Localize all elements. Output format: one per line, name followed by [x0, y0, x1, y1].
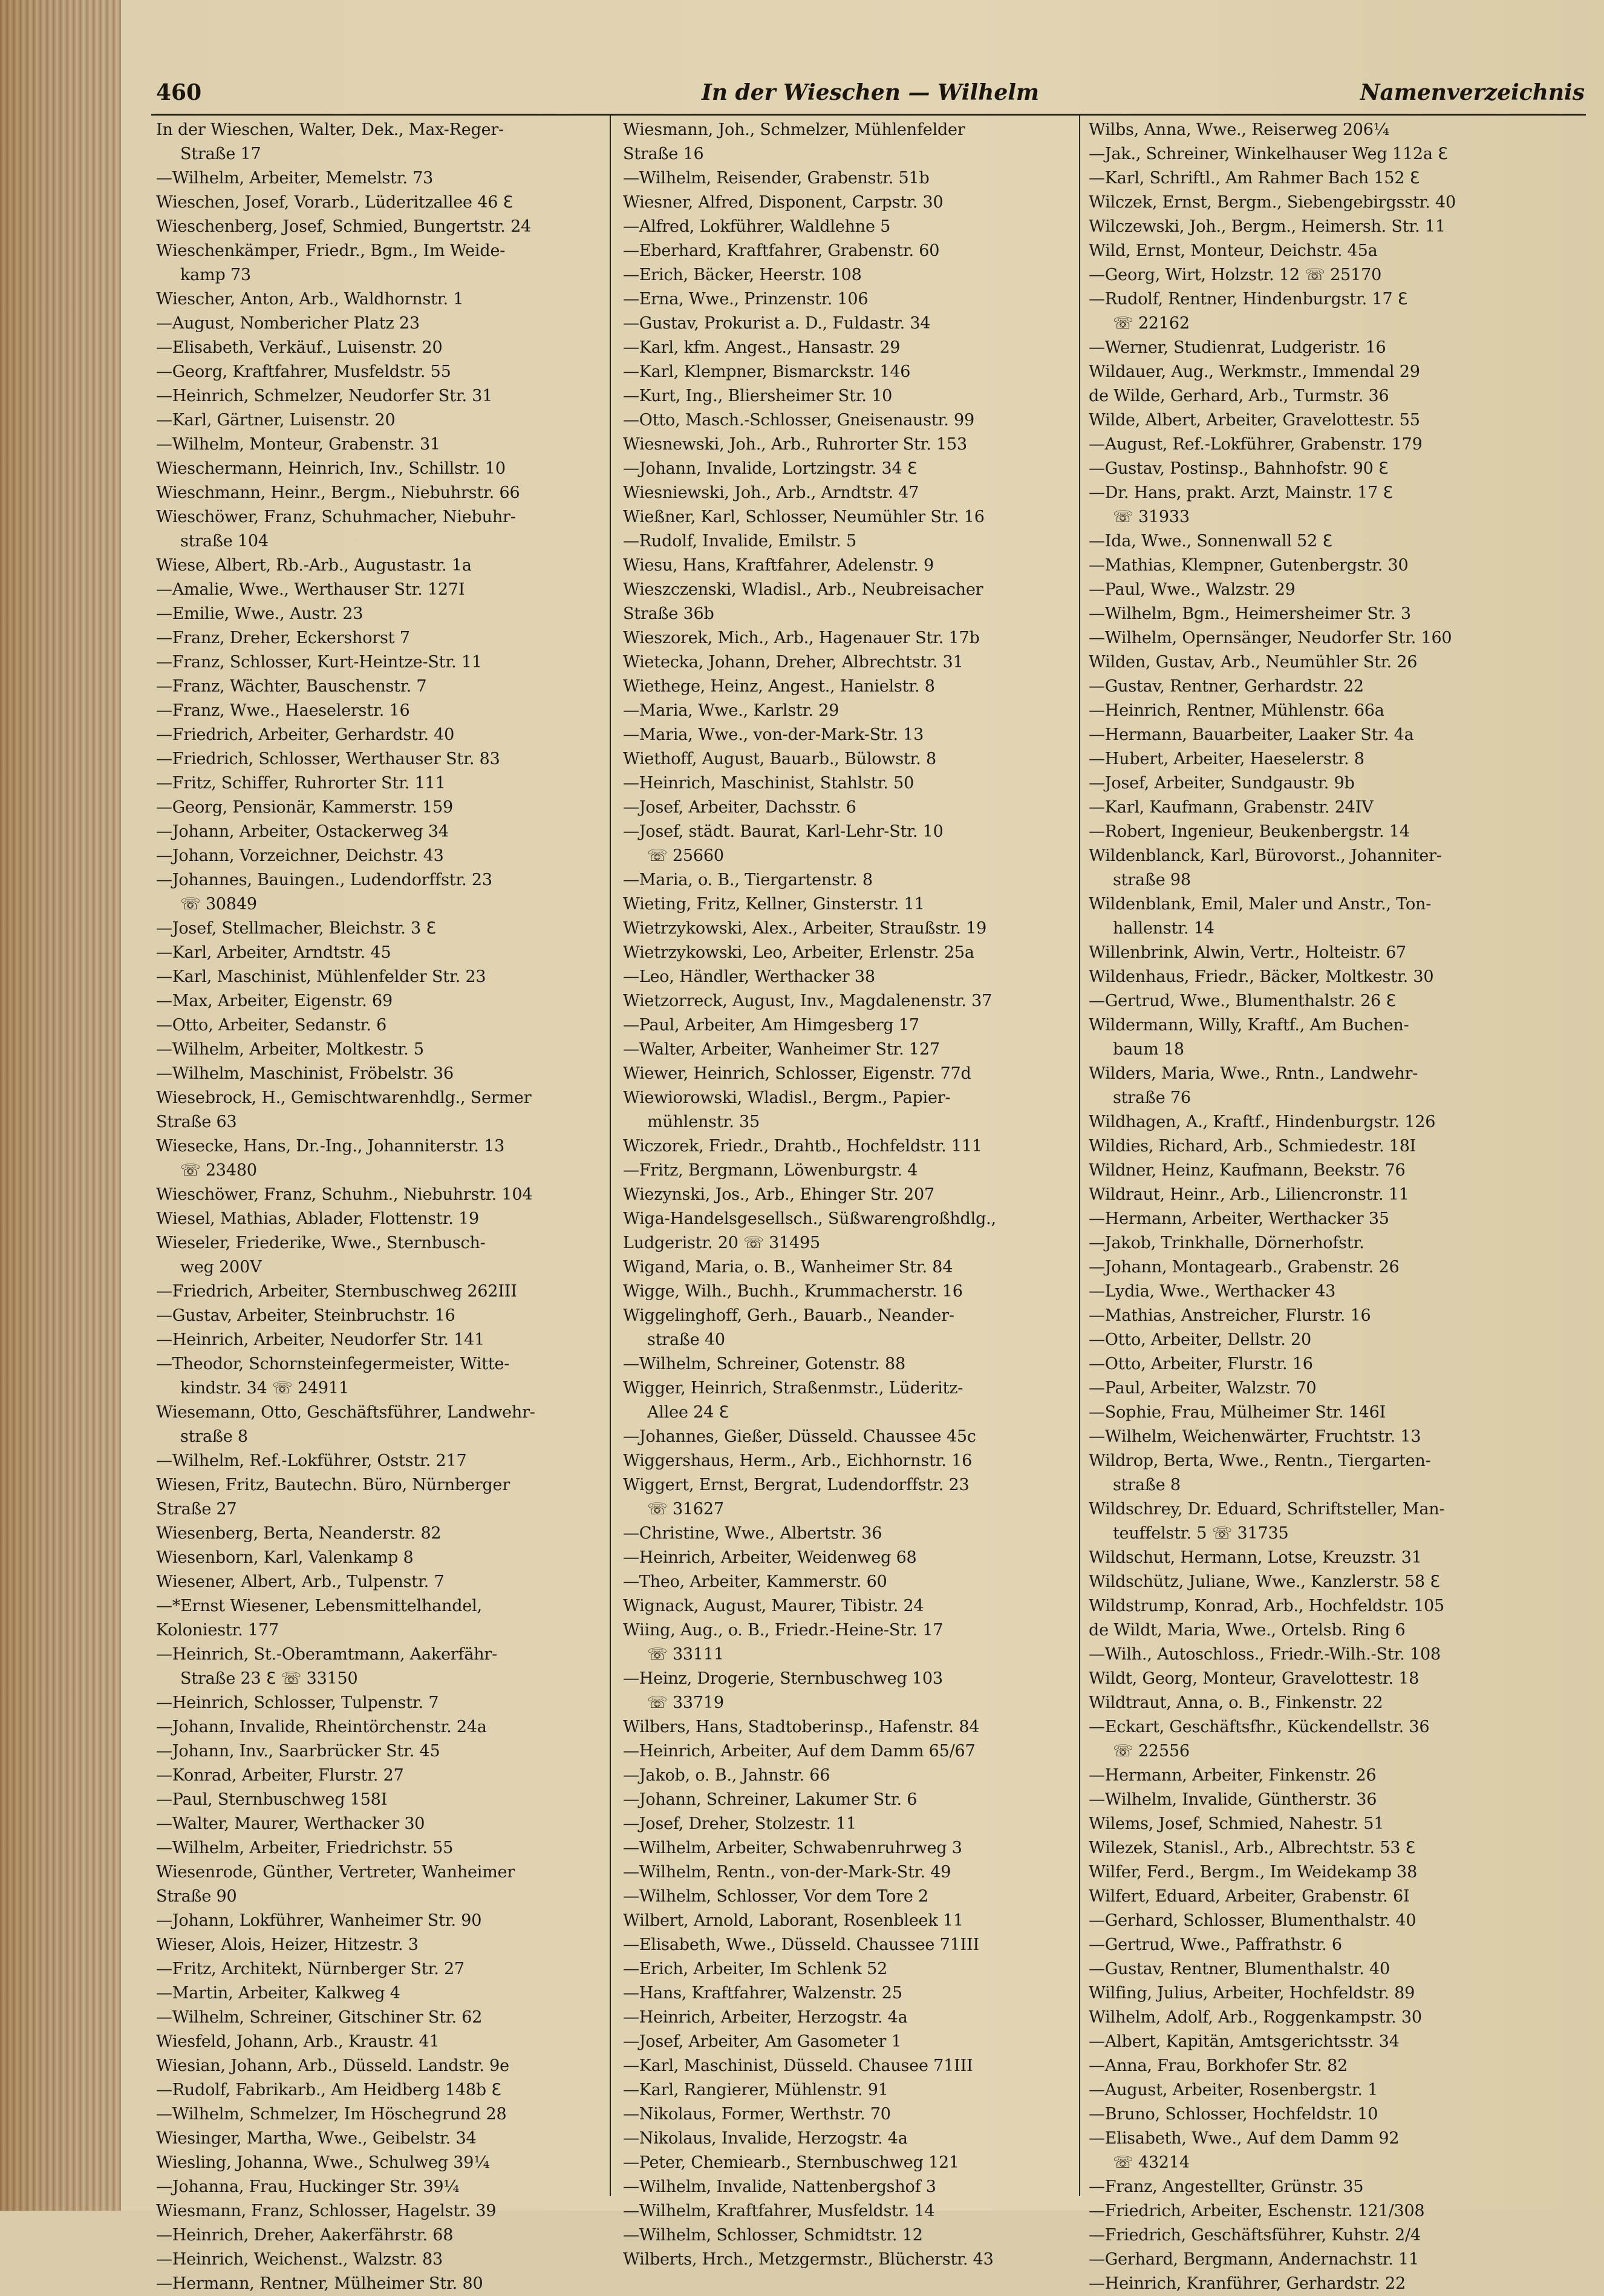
directory-entry-line: In der Wieschen, Walter, Dek., Max-Reger- [156, 120, 504, 139]
directory-entry-line: —Eberhard, Kraftfahrer, Grabenstr. 60 [623, 241, 940, 260]
directory-entry-line: —Nikolaus, Invalide, Herzogstr. 4a [623, 2129, 908, 2148]
directory-entry-line: —Johann, Invalide, Rheintörchenstr. 24a [156, 1718, 487, 1736]
directory-entry-line: —Karl, Arbeiter, Arndtstr. 45 [156, 943, 391, 962]
directory-entry-line: Wiesmann, Franz, Schlosser, Hagelstr. 39 [156, 2202, 497, 2220]
page-number: 460 [156, 80, 202, 105]
directory-entry-line: straße 76 [1113, 1088, 1191, 1107]
directory-entry-line: Wiczorek, Friedr., Drahtb., Hochfeldstr. 111 [623, 1137, 982, 1156]
directory-entry-line: —Leo, Händler, Werthacker 38 [623, 967, 875, 986]
directory-entry-line: —Maria, Wwe., von-der-Mark-Str. 13 [623, 725, 924, 744]
directory-entry-line: —Wilhelm, Reisender, Grabenstr. 51b [623, 169, 930, 188]
directory-entry-line: Wildner, Heinz, Kaufmann, Beekstr. 76 [1089, 1161, 1406, 1180]
directory-entry-line: —Wilhelm, Arbeiter, Moltkestr. 5 [156, 1040, 424, 1059]
directory-entry-line: —Josef, Stellmacher, Bleichstr. 3 ℇ [156, 919, 436, 938]
directory-entry-line: —Gustav, Arbeiter, Steinbruchstr. 16 [156, 1306, 455, 1325]
directory-entry-line: Wiesfeld, Johann, Arb., Kraustr. 41 [156, 2032, 440, 2051]
directory-entry-line: —Friedrich, Arbeiter, Sternbuschweg 262III [156, 1282, 517, 1301]
directory-entry-line: —Karl, Klempner, Bismarckstr. 146 [623, 362, 911, 381]
directory-entry-line: —Gerhard, Schlosser, Blumenthalstr. 40 [1089, 1911, 1417, 1930]
directory-entry-line: —Franz, Dreher, Eckershorst 7 [156, 629, 410, 647]
directory-entry-line: Wiesebrock, H., Gemischtwarenhdlg., Sermer [156, 1088, 532, 1107]
directory-entry-line: —Heinrich, Arbeiter, Weidenweg 68 [623, 1548, 917, 1567]
directory-entry-line: Wildschütz, Juliane, Wwe., Kanzlerstr. 58 ℇ [1089, 1572, 1440, 1591]
directory-entry-line: Wiggershaus, Herm., Arb., Eichhornstr. 16 [623, 1451, 973, 1470]
directory-entry-line: Wieszorek, Mich., Arb., Hagenauer Str. 17b [623, 629, 980, 647]
directory-entry-line: Wildrop, Berta, Wwe., Rentn., Tiergarten- [1089, 1451, 1431, 1470]
directory-entry-line: —Ida, Wwe., Sonnenwall 52 ℇ [1089, 532, 1332, 551]
directory-entry-line: —Hans, Kraftfahrer, Walzenstr. 25 [623, 1984, 902, 2003]
directory-entry-line: ☏ 33111 [647, 1645, 724, 1664]
directory-entry-line: —Heinrich, Schmelzer, Neudorfer Str. 31 [156, 387, 493, 405]
directory-entry-line: Straße 16 [623, 145, 704, 163]
directory-entry-line: Wiesinger, Martha, Wwe., Geibelstr. 34 [156, 2129, 477, 2148]
directory-entry-line: Wildraut, Heinr., Arb., Liliencronstr. 11 [1089, 1185, 1409, 1204]
column-divider [1079, 115, 1080, 2196]
directory-entry-line: —Rudolf, Fabrikarb., Am Heidberg 148b ℇ [156, 2081, 501, 2099]
directory-entry-line: Wiesecke, Hans, Dr.-Ing., Johanniterstr. 13 [156, 1137, 505, 1156]
directory-entry-line: —Heinrich, Arbeiter, Herzogstr. 4a [623, 2008, 908, 2027]
directory-entry-line: Wildstrump, Konrad, Arb., Hochfeldstr. 105 [1089, 1597, 1445, 1615]
directory-entry-line: —Robert, Ingenieur, Beukenbergstr. 14 [1089, 822, 1410, 841]
directory-entry-line: —Elisabeth, Wwe., Düsseld. Chaussee 71III [623, 1935, 979, 1954]
directory-entry-line: —Friedrich, Schlosser, Werthauser Str. 83 [156, 750, 500, 768]
directory-entry-line: —Max, Arbeiter, Eigenstr. 69 [156, 992, 393, 1010]
directory-entry-line: Koloniestr. 177 [156, 1621, 279, 1640]
directory-entry-line: —Anna, Frau, Borkhofer Str. 82 [1089, 2056, 1348, 2075]
directory-entry-line: —Wilhelm, Monteur, Grabenstr. 31 [156, 435, 440, 454]
directory-entry-line: —Fritz, Schiffer, Ruhrorter Str. 111 [156, 774, 446, 793]
directory-entry-line: —Amalie, Wwe., Werthauser Str. 127I [156, 580, 465, 599]
directory-entry-line: Wiesian, Johann, Arb., Düsseld. Landstr. 9e [156, 2056, 509, 2075]
directory-entry-line: de Wilde, Gerhard, Arb., Turmstr. 36 [1089, 387, 1389, 405]
directory-entry-line: —Gertrud, Wwe., Blumenthalstr. 26 ℇ [1089, 992, 1396, 1010]
directory-entry-line: —Georg, Pensionär, Kammerstr. 159 [156, 798, 453, 817]
directory-entry-line: —Jakob, Trinkhalle, Dörnerhofstr. [1089, 1234, 1364, 1252]
directory-entry-line: ☏ 33719 [647, 1693, 724, 1712]
directory-entry-line: Wildhagen, A., Kraftf., Hindenburgstr. 126 [1089, 1113, 1436, 1131]
directory-entry-line: —Hermann, Rentner, Mülheimer Str. 80 [156, 2274, 483, 2293]
directory-entry-line: —Maria, Wwe., Karlstr. 29 [623, 701, 839, 720]
directory-entry-line: Wieting, Fritz, Kellner, Ginsterstr. 11 [623, 895, 925, 914]
directory-entry-line: Wiesener, Albert, Arb., Tulpenstr. 7 [156, 1572, 445, 1591]
directory-entry-line: Wildies, Richard, Arb., Schmiedestr. 18I [1089, 1137, 1417, 1156]
directory-entry-line: —Bruno, Schlosser, Hochfeldstr. 10 [1089, 2105, 1378, 2124]
directory-entry-line: —Wilhelm, Rentn., von-der-Mark-Str. 49 [623, 1863, 951, 1882]
directory-entry-line: Wiggelinghoff, Gerh., Bauarb., Neander- [623, 1306, 954, 1325]
directory-entry-line: —Heinrich, St.-Oberamtmann, Aakerfähr- [156, 1645, 498, 1664]
directory-entry-line: Wieszczenski, Wladisl., Arb., Neubreisacher [623, 580, 983, 599]
directory-entry-line: —Heinrich, Rentner, Mühlenstr. 66a [1089, 701, 1384, 720]
directory-entry-line: Wilbs, Anna, Wwe., Reiserweg 206¼ [1089, 120, 1389, 139]
directory-entry-line: —Otto, Masch.-Schlosser, Gneisenaustr. 99 [623, 411, 975, 430]
directory-entry-line: Wiesemann, Otto, Geschäftsführer, Landwehr- [156, 1403, 535, 1422]
directory-entry-line: Wiesenrode, Günther, Vertreter, Wanheimer [156, 1863, 515, 1882]
directory-entry-line: —Friedrich, Arbeiter, Gerhardstr. 40 [156, 725, 455, 744]
directory-entry-line: —Gertrud, Wwe., Paffrathstr. 6 [1089, 1935, 1342, 1954]
directory-entry-line: —Rudolf, Invalide, Emilstr. 5 [623, 532, 856, 551]
directory-entry-line: —Josef, Arbeiter, Am Gasometer 1 [623, 2032, 902, 2051]
directory-entry-line: Wigger, Heinrich, Straßenmstr., Lüderitz- [623, 1379, 963, 1398]
directory-entry-line: —Alfred, Lokführer, Waldlehne 5 [623, 217, 891, 236]
directory-entry-line: —Wilhelm, Opernsänger, Neudorfer Str. 160 [1089, 629, 1452, 647]
directory-entry-line: straße 8 [1113, 1476, 1181, 1494]
directory-entry-line: Straße 17 [180, 145, 261, 163]
directory-entry-line: Wildenblank, Emil, Maler und Anstr., Ton- [1089, 895, 1432, 914]
directory-entry-line: Wiewiorowski, Wladisl., Bergm., Papier- [623, 1088, 951, 1107]
directory-entry-line: —Hermann, Arbeiter, Werthacker 35 [1089, 1209, 1389, 1228]
directory-entry-line: Wieschermann, Heinrich, Inv., Schillstr. 10 [156, 459, 506, 478]
directory-entry-line: —Elisabeth, Wwe., Auf dem Damm 92 [1089, 2129, 1400, 2148]
directory-entry-line: Wiese, Albert, Rb.-Arb., Augustastr. 1a [156, 556, 472, 575]
directory-entry-line: —Heinrich, Dreher, Aakerfährstr. 68 [156, 2226, 454, 2245]
directory-entry-line: ☏ 31933 [1113, 508, 1190, 526]
directory-entry-line: —Wilhelm, Invalide, Güntherstr. 36 [1089, 1790, 1377, 1809]
directory-entry-line: Wiesner, Alfred, Disponent, Carpstr. 30 [623, 193, 944, 212]
directory-entry-line: —Paul, Arbeiter, Am Himgesberg 17 [623, 1016, 919, 1035]
directory-entry-line: Wilczek, Ernst, Bergm., Siebengebirgsstr. 40 [1089, 193, 1456, 212]
directory-entry-line: Wildermann, Willy, Kraftf., Am Buchen- [1089, 1016, 1409, 1035]
directory-entry-line: —Maria, o. B., Tiergartenstr. 8 [623, 871, 873, 889]
directory-entry-line: —Otto, Arbeiter, Flurstr. 16 [1089, 1355, 1313, 1373]
directory-entry-line: —Wilhelm, Schreiner, Gotenstr. 88 [623, 1355, 905, 1373]
directory-entry-line: —Georg, Kraftfahrer, Musfeldstr. 55 [156, 362, 451, 381]
directory-entry-line: —Franz, Wächter, Bauschenstr. 7 [156, 677, 427, 696]
directory-entry-line: Wilhelm, Adolf, Arb., Roggenkampstr. 30 [1089, 2008, 1422, 2027]
directory-entry-line: Wiesenborn, Karl, Valenkamp 8 [156, 1548, 414, 1567]
directory-entry-line: —August, Arbeiter, Rosenbergstr. 1 [1089, 2081, 1378, 2099]
directory-entry-line: —Heinrich, Kranführer, Gerhardstr. 22 [1089, 2274, 1406, 2293]
directory-entry-line: Wilbert, Arnold, Laborant, Rosenbleek 11 [623, 1911, 963, 1930]
directory-entry-line: weg 200V [180, 1258, 262, 1277]
directory-entry-line: —August, Ref.-Lokführer, Grabenstr. 179 [1089, 435, 1423, 454]
directory-entry-line: —Wilhelm, Bgm., Heimersheimer Str. 3 [1089, 604, 1411, 623]
directory-entry-line: Wiing, Aug., o. B., Friedr.-Heine-Str. 17 [623, 1621, 944, 1640]
directory-entry-line: hallenstr. 14 [1113, 919, 1214, 938]
directory-entry-line: —Sophie, Frau, Mülheimer Str. 146I [1089, 1403, 1386, 1422]
directory-entry-line: —Georg, Wirt, Holzstr. 12 ☏ 25170 [1089, 266, 1382, 284]
directory-entry-line: Wieschmann, Heinr., Bergm., Niebuhrstr. 66 [156, 483, 520, 502]
directory-entry-line: Wilezek, Stanisl., Arb., Albrechtstr. 53 ℇ [1089, 1839, 1415, 1857]
directory-entry-line: —Franz, Wwe., Haeselerstr. 16 [156, 701, 410, 720]
directory-entry-line: Wieseler, Friederike, Wwe., Sternbusch- [156, 1234, 486, 1252]
directory-entry-line: Wiesu, Hans, Kraftfahrer, Adelenstr. 9 [623, 556, 934, 575]
directory-entry-line: —Franz, Angestellter, Grünstr. 35 [1089, 2177, 1364, 2196]
directory-entry-line: —Gustav, Prokurist a. D., Fuldastr. 34 [623, 314, 931, 333]
directory-entry-line: Wilbers, Hans, Stadtoberinsp., Hafenstr. 84 [623, 1718, 980, 1736]
directory-entry-line: —Heinrich, Arbeiter, Neudorfer Str. 141 [156, 1330, 485, 1349]
directory-column-3 [1089, 118, 1589, 2296]
directory-entry-line: Wiethege, Heinz, Angest., Hanielstr. 8 [623, 677, 935, 696]
directory-entry-line: Willenbrink, Alwin, Vertr., Holteistr. 67 [1089, 943, 1407, 962]
directory-entry-line: —Paul, Arbeiter, Walzstr. 70 [1089, 1379, 1317, 1398]
directory-entry-line: —Wilhelm, Schlosser, Vor dem Tore 2 [623, 1887, 929, 1906]
directory-entry-line: de Wildt, Maria, Wwe., Ortelsb. Ring 6 [1089, 1621, 1406, 1640]
directory-entry-line: —Johann, Schreiner, Lakumer Str. 6 [623, 1790, 918, 1809]
directory-entry-line: Wilfert, Eduard, Arbeiter, Grabenstr. 6I [1089, 1887, 1410, 1906]
directory-entry-line: Wiescher, Anton, Arb., Waldhornstr. 1 [156, 290, 464, 309]
directory-entry-line: Wietecka, Johann, Dreher, Albrechtstr. 31 [623, 653, 963, 672]
directory-entry-line: Wietzorreck, August, Inv., Magdalenenstr. 37 [623, 992, 993, 1010]
directory-entry-line: ☏ 25660 [647, 846, 724, 865]
directory-entry-line: Wignack, August, Maurer, Tibistr. 24 [623, 1597, 924, 1615]
directory-entry-line: Wiesniewski, Joh., Arb., Arndtstr. 47 [623, 483, 919, 502]
directory-entry-line: —Johann, Arbeiter, Ostackerweg 34 [156, 822, 449, 841]
directory-entry-line: Wiewer, Heinrich, Schlosser, Eigenstr. 77d [623, 1064, 971, 1083]
directory-entry-line: —Wilhelm, Maschinist, Fröbelstr. 36 [156, 1064, 454, 1083]
directory-entry-line: Wieschöwer, Franz, Schuhmacher, Niebuhr- [156, 508, 516, 526]
directory-entry-line: —Heinrich, Weichenst., Walzstr. 83 [156, 2250, 443, 2269]
directory-entry-line: Wiesling, Johanna, Wwe., Schulweg 39¼ [156, 2153, 490, 2172]
directory-entry-line: —Paul, Wwe., Walzstr. 29 [1089, 580, 1296, 599]
directory-entry-line: Straße 90 [156, 1887, 237, 1906]
directory-entry-line: straße 98 [1113, 871, 1191, 889]
directory-entry-line: —Hubert, Arbeiter, Haeselerstr. 8 [1089, 750, 1364, 768]
running-title: In der Wieschen — Wilhelm [702, 80, 1039, 105]
directory-entry-line: Wiezynski, Jos., Arb., Ehinger Str. 207 [623, 1185, 934, 1204]
directory-entry-line: —Werner, Studienrat, Ludgeristr. 16 [1089, 338, 1386, 357]
directory-entry-line: —Wilhelm, Arbeiter, Schwabenruhrweg 3 [623, 1839, 962, 1857]
directory-entry-line: Straße 63 [156, 1113, 237, 1131]
directory-entry-line: —Wilhelm, Invalide, Nattenbergshof 3 [623, 2177, 936, 2196]
directory-entry-line: straße 104 [180, 532, 269, 551]
directory-entry-line: —Heinrich, Schlosser, Tulpenstr. 7 [156, 1693, 439, 1712]
directory-column-2 [623, 118, 1072, 2272]
directory-entry-line: —Gerhard, Bergmann, Andernachstr. 11 [1089, 2250, 1419, 2269]
directory-entry-line: —Johann, Vorzeichner, Deichstr. 43 [156, 846, 444, 865]
directory-entry-line: Wild, Ernst, Monteur, Deichstr. 45a [1089, 241, 1378, 260]
directory-entry-line: —Wilhelm, Kraftfahrer, Musfeldstr. 14 [623, 2202, 935, 2220]
directory-entry-line: —Hermann, Bauarbeiter, Laaker Str. 4a [1089, 725, 1414, 744]
directory-entry-line: Ludgeristr. 20 ☏ 31495 [623, 1234, 820, 1252]
directory-entry-line: Wieschen, Josef, Vorarb., Lüderitzallee 46 ℇ [156, 193, 513, 212]
directory-entry-line: baum 18 [1113, 1040, 1184, 1059]
directory-entry-line: —Erich, Bäcker, Heerstr. 108 [623, 266, 862, 284]
directory-entry-line: Wieschenberg, Josef, Schmied, Bungertstr. 24 [156, 217, 532, 236]
directory-entry-line: —Gustav, Rentner, Blumenthalstr. 40 [1089, 1960, 1390, 1978]
directory-entry-line: Wieschöwer, Franz, Schuhm., Niebuhrstr. 104 [156, 1185, 533, 1204]
directory-entry-line: Wilczewski, Joh., Bergm., Heimersh. Str. 11 [1089, 217, 1446, 236]
directory-entry-line: —Karl, Maschinist, Mühlenfelder Str. 23 [156, 967, 486, 986]
directory-entry-line: Wieser, Alois, Heizer, Hitzestr. 3 [156, 1935, 419, 1954]
directory-entry-line: —Theodor, Schornsteinfegermeister, Witte- [156, 1355, 510, 1373]
directory-entry-line: Wiethoff, August, Bauarb., Bülowstr. 8 [623, 750, 936, 768]
directory-entry-line: —Johannes, Bauingen., Ludendorffstr. 23 [156, 871, 492, 889]
directory-entry-line: Allee 24 ℇ [647, 1403, 729, 1422]
directory-entry-line: —Friedrich, Geschäftsführer, Kuhstr. 2/4 [1089, 2226, 1421, 2245]
directory-entry-line: —Emilie, Wwe., Austr. 23 [156, 604, 364, 623]
directory-entry-line: —Johannes, Gießer, Düsseld. Chaussee 45c [623, 1427, 976, 1446]
directory-entry-line: Wilders, Maria, Wwe., Rntn., Landwehr- [1089, 1064, 1418, 1083]
directory-entry-line: Wilfing, Julius, Arbeiter, Hochfeldstr. 89 [1089, 1984, 1415, 2003]
directory-entry-line: —Albert, Kapitän, Amtsgerichtsstr. 34 [1089, 2032, 1400, 2051]
directory-entry-line: —Wilhelm, Ref.-Lokführer, Oststr. 217 [156, 1451, 467, 1470]
directory-entry-line: ☏ 22556 [1113, 1742, 1190, 1761]
directory-entry-line: —Mathias, Klempner, Gutenbergstr. 30 [1089, 556, 1409, 575]
directory-entry-line: Wiesnewski, Joh., Arb., Ruhrorter Str. 153 [623, 435, 967, 454]
directory-entry-line: Wilden, Gustav, Arb., Neumühler Str. 26 [1089, 653, 1418, 672]
directory-entry-line: ☏ 22162 [1113, 314, 1190, 333]
directory-entry-line: —Franz, Schlosser, Kurt-Heintze-Str. 11 [156, 653, 482, 672]
book-spine-edge [0, 0, 121, 2211]
directory-entry-line: Wiggert, Ernst, Bergrat, Ludendorffstr. 23 [623, 1476, 970, 1494]
directory-entry-line: —Jak., Schreiner, Winkelhauser Weg 112a ℇ [1089, 145, 1448, 163]
directory-entry-line: —Lydia, Wwe., Werthacker 43 [1089, 1282, 1336, 1301]
directory-entry-line: —Josef, Dreher, Stolzestr. 11 [623, 1814, 856, 1833]
directory-entry-line: Straße 23 ℇ ☏ 33150 [180, 1669, 358, 1688]
directory-entry-line: —Johann, Invalide, Lortzingstr. 34 ℇ [623, 459, 918, 478]
directory-entry-line: Wießner, Karl, Schlosser, Neumühler Str. 16 [623, 508, 985, 526]
directory-entry-line: ☏ 23480 [180, 1161, 257, 1180]
directory-entry-line: Wiga-Handelsgesellsch., Süßwarengroßhdlg., [623, 1209, 996, 1228]
directory-entry-line: Wieschenkämper, Friedr., Bgm., Im Weide- [156, 241, 506, 260]
directory-entry-line: —Wilh., Autoschloss., Friedr.-Wilh.-Str. 108 [1089, 1645, 1441, 1664]
directory-entry-line: —Karl, Maschinist, Düsseld. Chausee 71III [623, 2056, 973, 2075]
directory-entry-line: Wietrzykowski, Alex., Arbeiter, Straußstr. 19 [623, 919, 987, 938]
directory-entry-line: —Wilhelm, Schlosser, Schmidtstr. 12 [623, 2226, 923, 2245]
directory-entry-line: —Johann, Montagearb., Grabenstr. 26 [1089, 1258, 1400, 1277]
directory-entry-line: —Wilhelm, Schreiner, Gitschiner Str. 62 [156, 2008, 483, 2027]
directory-entry-line: —Dr. Hans, prakt. Arzt, Mainstr. 17 ℇ [1089, 483, 1393, 502]
directory-entry-line: Wiesen, Fritz, Bautechn. Büro, Nürnberger [156, 1476, 510, 1494]
directory-entry-line: —Josef, städt. Baurat, Karl-Lehr-Str. 10 [623, 822, 944, 841]
directory-entry-line: Wilems, Josef, Schmied, Nahestr. 51 [1089, 1814, 1384, 1833]
directory-entry-line: —Karl, kfm. Angest., Hansastr. 29 [623, 338, 901, 357]
directory-entry-line: Wildtraut, Anna, o. B., Finkenstr. 22 [1089, 1693, 1383, 1712]
column-divider [610, 115, 611, 2196]
directory-entry-line: —Theo, Arbeiter, Kammerstr. 60 [623, 1572, 887, 1591]
directory-entry-line: Straße 27 [156, 1500, 237, 1519]
directory-entry-line: —Wilhelm, Arbeiter, Friedrichstr. 55 [156, 1839, 454, 1857]
directory-entry-line: —Josef, Arbeiter, Dachsstr. 6 [623, 798, 856, 817]
directory-entry-line: —Walter, Arbeiter, Wanheimer Str. 127 [623, 1040, 940, 1059]
directory-entry-line: —Johann, Lokführer, Wanheimer Str. 90 [156, 1911, 482, 1930]
directory-entry-line: Wilfer, Ferd., Bergm., Im Weidekamp 38 [1089, 1863, 1418, 1882]
directory-entry-line: straße 8 [180, 1427, 248, 1446]
directory-entry-line: —Peter, Chemiearb., Sternbuschweg 121 [623, 2153, 959, 2172]
directory-entry-line: teuffelstr. 5 ☏ 31735 [1113, 1524, 1289, 1543]
directory-entry-line: —Heinz, Drogerie, Sternbuschweg 103 [623, 1669, 943, 1688]
directory-entry-line: —Heinrich, Maschinist, Stahlstr. 50 [623, 774, 914, 793]
directory-entry-line: Wilde, Albert, Arbeiter, Gravelottestr. 55 [1089, 411, 1420, 430]
directory-entry-line: —Walter, Maurer, Werthacker 30 [156, 1814, 425, 1833]
directory-column-1 [156, 118, 604, 2296]
header-rule [151, 114, 1586, 116]
directory-entry-line: Wilberts, Hrch., Metzgermstr., Blücherstr. 43 [623, 2250, 994, 2269]
directory-entry-line: Wildauer, Aug., Werkmstr., Immendal 29 [1089, 362, 1420, 381]
directory-entry-line: —Elisabeth, Verkäuf., Luisenstr. 20 [156, 338, 443, 357]
directory-entry-line: —Erna, Wwe., Prinzenstr. 106 [623, 290, 869, 309]
directory-entry-line: —Paul, Sternbuschweg 158I [156, 1790, 388, 1809]
directory-entry-line: —Martin, Arbeiter, Kalkweg 4 [156, 1984, 400, 2003]
directory-entry-line: ☏ 43214 [1113, 2153, 1190, 2172]
directory-entry-line: kamp 73 [180, 266, 251, 284]
directory-entry-line: —Gustav, Rentner, Gerhardstr. 22 [1089, 677, 1364, 696]
directory-entry-line: Wildschut, Hermann, Lotse, Kreuzstr. 31 [1089, 1548, 1422, 1567]
directory-entry-line: —Fritz, Bergmann, Löwenburgstr. 4 [623, 1161, 918, 1180]
directory-entry-line: —Rudolf, Rentner, Hindenburgstr. 17 ℇ [1089, 290, 1408, 309]
directory-entry-line: —Hermann, Arbeiter, Finkenstr. 26 [1089, 1766, 1377, 1785]
directory-entry-line: —Karl, Schriftl., Am Rahmer Bach 152 ℇ [1089, 169, 1420, 188]
directory-entry-line: —Gustav, Postinsp., Bahnhofstr. 90 ℇ [1089, 459, 1389, 478]
directory-entry-line: Wildschrey, Dr. Eduard, Schriftsteller, Man- [1089, 1500, 1445, 1519]
directory-entry-line: Wildt, Georg, Monteur, Gravelottestr. 18 [1089, 1669, 1420, 1688]
directory-entry-line: Wigge, Wilh., Buchh., Krummacherstr. 16 [623, 1282, 963, 1301]
directory-entry-line: —Christine, Wwe., Albertstr. 36 [623, 1524, 882, 1543]
directory-entry-line: —Kurt, Ing., Bliersheimer Str. 10 [623, 387, 893, 405]
directory-entry-line: —Eckart, Geschäftsfhr., Kückendellstr. 36 [1089, 1718, 1430, 1736]
directory-entry-line: kindstr. 34 ☏ 24911 [180, 1379, 349, 1398]
directory-entry-line: —Nikolaus, Former, Werthstr. 70 [623, 2105, 891, 2124]
directory-entry-line: ☏ 31627 [647, 1500, 724, 1519]
directory-entry-line: Wietrzykowski, Leo, Arbeiter, Erlenstr. 25a [623, 943, 974, 962]
directory-entry-line: Wigand, Maria, o. B., Wanheimer Str. 84 [623, 1258, 953, 1277]
directory-entry-line: Straße 36b [623, 604, 714, 623]
directory-entry-line: —Karl, Rangierer, Mühlenstr. 91 [623, 2081, 888, 2099]
directory-entry-line: —Wilhelm, Arbeiter, Memelstr. 73 [156, 169, 434, 188]
directory-entry-line: —Jakob, o. B., Jahnstr. 66 [623, 1766, 830, 1785]
directory-entry-line: —August, Nombericher Platz 23 [156, 314, 420, 333]
directory-entry-line: Wildenhaus, Friedr., Bäcker, Moltkestr. 30 [1089, 967, 1434, 986]
directory-entry-line: ☏ 30849 [180, 895, 257, 914]
directory-entry-line: Wiesmann, Joh., Schmelzer, Mühlenfelder [623, 120, 965, 139]
directory-entry-line: —Heinrich, Arbeiter, Auf dem Damm 65/67 [623, 1742, 976, 1761]
directory-entry-line: —Konrad, Arbeiter, Flurstr. 27 [156, 1766, 404, 1785]
directory-entry-line: —Mathias, Anstreicher, Flurstr. 16 [1089, 1306, 1371, 1325]
directory-entry-line: —Karl, Kaufmann, Grabenstr. 24IV [1089, 798, 1374, 817]
directory-entry-line: —Friedrich, Arbeiter, Eschenstr. 121/308 [1089, 2202, 1425, 2220]
directory-entry-line: Wiesenberg, Berta, Neanderstr. 82 [156, 1524, 442, 1543]
directory-entry-line: Wiesel, Mathias, Ablader, Flottenstr. 19 [156, 1209, 480, 1228]
directory-entry-line: Wildenblanck, Karl, Bürovorst., Johanniter- [1089, 846, 1442, 865]
directory-entry-line: mühlenstr. 35 [647, 1113, 760, 1131]
directory-entry-line: —Karl, Gärtner, Luisenstr. 20 [156, 411, 396, 430]
directory-entry-line: —Wilhelm, Schmelzer, Im Höschegrund 28 [156, 2105, 507, 2124]
directory-entry-line: —Johanna, Frau, Huckinger Str. 39¼ [156, 2177, 460, 2196]
directory-entry-line: —Otto, Arbeiter, Sedanstr. 6 [156, 1016, 387, 1035]
directory-entry-line: —*Ernst Wiesener, Lebensmittelhandel, [156, 1597, 482, 1615]
directory-entry-line: —Otto, Arbeiter, Dellstr. 20 [1089, 1330, 1311, 1349]
section-title: Namenverzeichnis [1360, 80, 1585, 105]
directory-entry-line: —Josef, Arbeiter, Sundgaustr. 9b [1089, 774, 1355, 793]
directory-entry-line: —Johann, Inv., Saarbrücker Str. 45 [156, 1742, 440, 1761]
directory-entry-line: straße 40 [647, 1330, 725, 1349]
directory-entry-line: —Erich, Arbeiter, Im Schlenk 52 [623, 1960, 888, 1978]
directory-entry-line: —Fritz, Architekt, Nürnberger Str. 27 [156, 1960, 465, 1978]
directory-entry-line: —Wilhelm, Weichenwärter, Fruchtstr. 13 [1089, 1427, 1421, 1446]
